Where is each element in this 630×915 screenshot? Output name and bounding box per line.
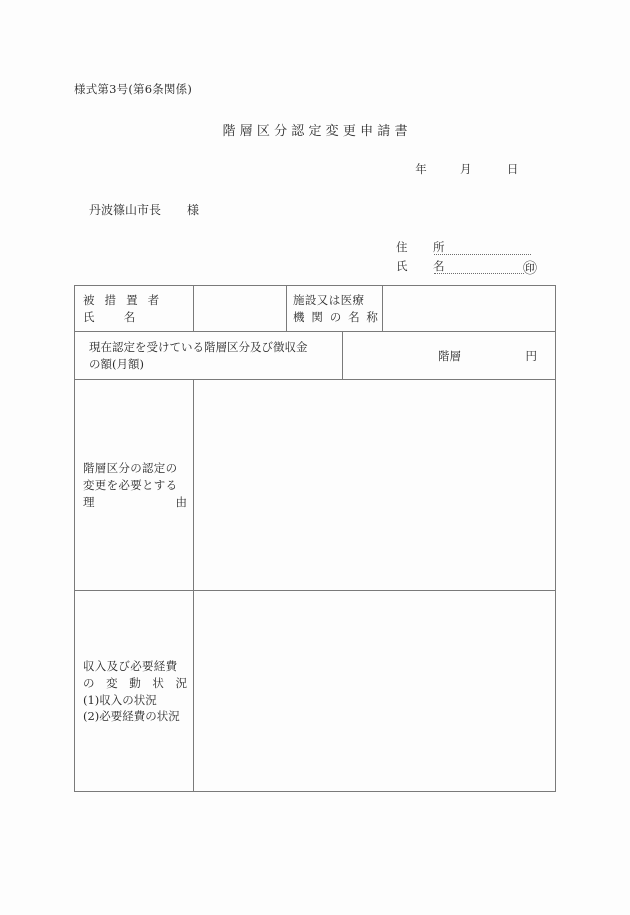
recipient-label-line1: 被 措 置 者 bbox=[83, 293, 163, 308]
date-line bbox=[0, 161, 556, 177]
cell-label-income-change bbox=[75, 591, 193, 792]
cell-value-facility-name[interactable] bbox=[382, 286, 555, 331]
cell-value-recipient-name[interactable] bbox=[193, 286, 286, 331]
facility-label-line1: 施設又は医療 bbox=[293, 293, 365, 308]
addressee bbox=[89, 201, 199, 218]
seal-icon: ㊞ bbox=[523, 261, 537, 277]
applicant-name-input[interactable] bbox=[434, 262, 524, 274]
applicant-address-label: 住 所 bbox=[396, 240, 452, 254]
applicant-address-input[interactable] bbox=[434, 243, 531, 255]
date-month-label: 月 bbox=[460, 162, 472, 176]
unit-yen-label: 円 bbox=[525, 348, 537, 363]
cell-value-income-change[interactable] bbox=[193, 591, 555, 791]
current-rank-label-line2: の額(月額) bbox=[89, 357, 144, 371]
application-table bbox=[74, 285, 556, 792]
applicant-name-row bbox=[396, 255, 537, 277]
income-change-label-line3: (1)収入の状況 bbox=[83, 692, 157, 707]
cell-label-facility-name bbox=[286, 286, 382, 332]
date-day-label: 日 bbox=[506, 162, 519, 176]
form-number: 様式第3号(第6条関係) bbox=[74, 82, 193, 96]
income-change-label-line2c: 動 bbox=[129, 675, 141, 690]
income-change-label-line2e: 況 bbox=[175, 675, 187, 690]
change-reason-label-line1: 階層区分の認定の bbox=[83, 461, 178, 476]
cell-value-change-reason[interactable] bbox=[193, 380, 555, 590]
change-reason-label-line2: 変更を必要とする bbox=[83, 478, 178, 493]
income-change-label-line2d: 状 bbox=[152, 675, 164, 690]
cell-label-current-rank bbox=[75, 332, 342, 380]
change-reason-label-line3a: 理 bbox=[83, 494, 95, 509]
facility-label-line2: 機 関 の 名 称 bbox=[293, 310, 380, 324]
recipient-label-line2b: 名 bbox=[123, 310, 139, 324]
recipient-label-line2a: 氏 bbox=[83, 310, 98, 324]
cell-value-current-rank[interactable] bbox=[342, 332, 555, 380]
page-title: 階層区分認定変更申請書 bbox=[222, 124, 412, 139]
income-change-label-line2a: の bbox=[83, 675, 95, 690]
income-change-label-line1: 収入及び必要経費 bbox=[83, 659, 178, 674]
applicant-block bbox=[396, 236, 537, 277]
change-reason-label-line3b: 由 bbox=[175, 494, 187, 509]
addressee-name: 丹波篠山市長 bbox=[89, 203, 162, 217]
addressee-honorific: 様 bbox=[187, 203, 200, 217]
cell-label-change-reason bbox=[75, 380, 193, 591]
cell-label-recipient-name bbox=[75, 286, 193, 332]
date-year-label: 年 bbox=[415, 162, 427, 176]
income-change-label-line4: (2)必要経費の状況 bbox=[83, 709, 180, 724]
income-change-label-line2b: 変 bbox=[106, 675, 118, 690]
applicant-name-label: 氏 名 bbox=[396, 259, 452, 273]
unit-rank-label: 階層 bbox=[438, 348, 461, 363]
current-rank-label-line1: 現在認定を受けている階層区分及び徴収金 bbox=[89, 340, 308, 355]
applicant-address-row bbox=[396, 236, 537, 255]
